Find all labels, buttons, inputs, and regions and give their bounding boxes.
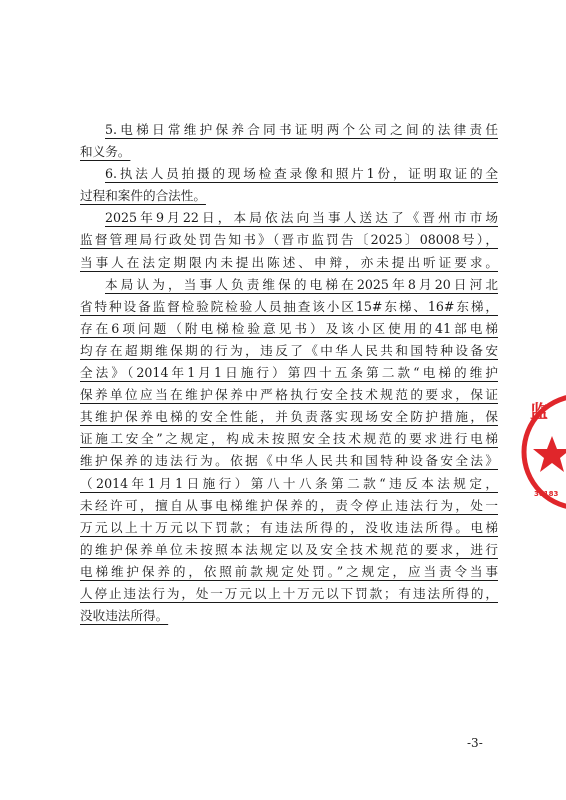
text-line: 本局认为，当事人负责维保的电梯在2025年8月20日河北 bbox=[105, 276, 498, 292]
text-line: 的维护保养单位未按照本法规定以及安全技术规范的要求，进行 bbox=[80, 541, 498, 557]
text-line: 没收违法所得。 bbox=[80, 608, 169, 624]
text-line: 人停止违法行为，处一万元以上十万元以下罚款；有违法所得的， bbox=[80, 585, 498, 601]
text-line: 2025年9月22日，本局依法向当事人送达了《晋州市市场 bbox=[105, 210, 498, 226]
text-line: 其维护保养电梯的安全性能，并负责落实现场安全防护措施，保 bbox=[80, 409, 498, 425]
text-line: 和义务。 bbox=[80, 144, 131, 160]
text-line: 未经许可，擅自从事电梯维护保养的，责令停止违法行为，处一 bbox=[80, 497, 498, 513]
text-line: 证施工安全”之规定，构成未按照安全技术规范的要求进行电梯 bbox=[80, 431, 498, 447]
text-line: 6.执法人员拍摄的现场检查录像和照片1份，证明取证的全 bbox=[105, 166, 498, 182]
seal-text-top: 监 bbox=[530, 402, 548, 423]
text-line: 维护保养的违法行为。依据《中华人民共和国特种设备安全法》 bbox=[80, 453, 498, 469]
text-line: 5.电梯日常维护保养合同书证明两个公司之间的法律责任 bbox=[105, 122, 498, 137]
text-line: （2014年1月1日施行）第八十八条第二款“违反本法规定， bbox=[80, 475, 498, 491]
text-line: 存在6项问题（附电梯检验意见书）及该小区使用的41部电梯 bbox=[80, 320, 498, 336]
text-line: 万元以上十万元以下罚款；有违法所得的，没收违法所得。电梯 bbox=[80, 519, 498, 535]
text-line: 均存在超期维保期的行为，违反了《中华人民共和国特种设备安 bbox=[80, 342, 498, 358]
text-line: 电梯维护保养的，依照前款规定处罚。”之规定，应当责令当事 bbox=[80, 563, 498, 579]
text-line: 全法》（2014年1月1日施行）第四十五条第二款“电梯的维护 bbox=[80, 365, 498, 381]
text-line: 当事人在法定期限内未提出陈述、申辩，亦未提出听证要求。 bbox=[80, 254, 498, 270]
seal-star bbox=[533, 436, 566, 472]
text-line: 省特种设备监督检验院检验人员抽查该小区15#东梯、16#东梯， bbox=[80, 298, 498, 314]
official-seal-icon bbox=[512, 392, 566, 552]
text-line: 保养单位应当在维护保养中严格执行安全技术规范的要求，保证 bbox=[80, 387, 498, 403]
document-body bbox=[80, 119, 498, 627]
seal-text-bottom: 30183 bbox=[534, 490, 559, 498]
text-line: 监督管理局行政处罚告知书》（晋市监罚告〔2025〕08008号）， bbox=[80, 232, 498, 248]
page-number: -3- bbox=[467, 736, 483, 750]
text-line: 过程和案件的合法性。 bbox=[80, 188, 206, 204]
